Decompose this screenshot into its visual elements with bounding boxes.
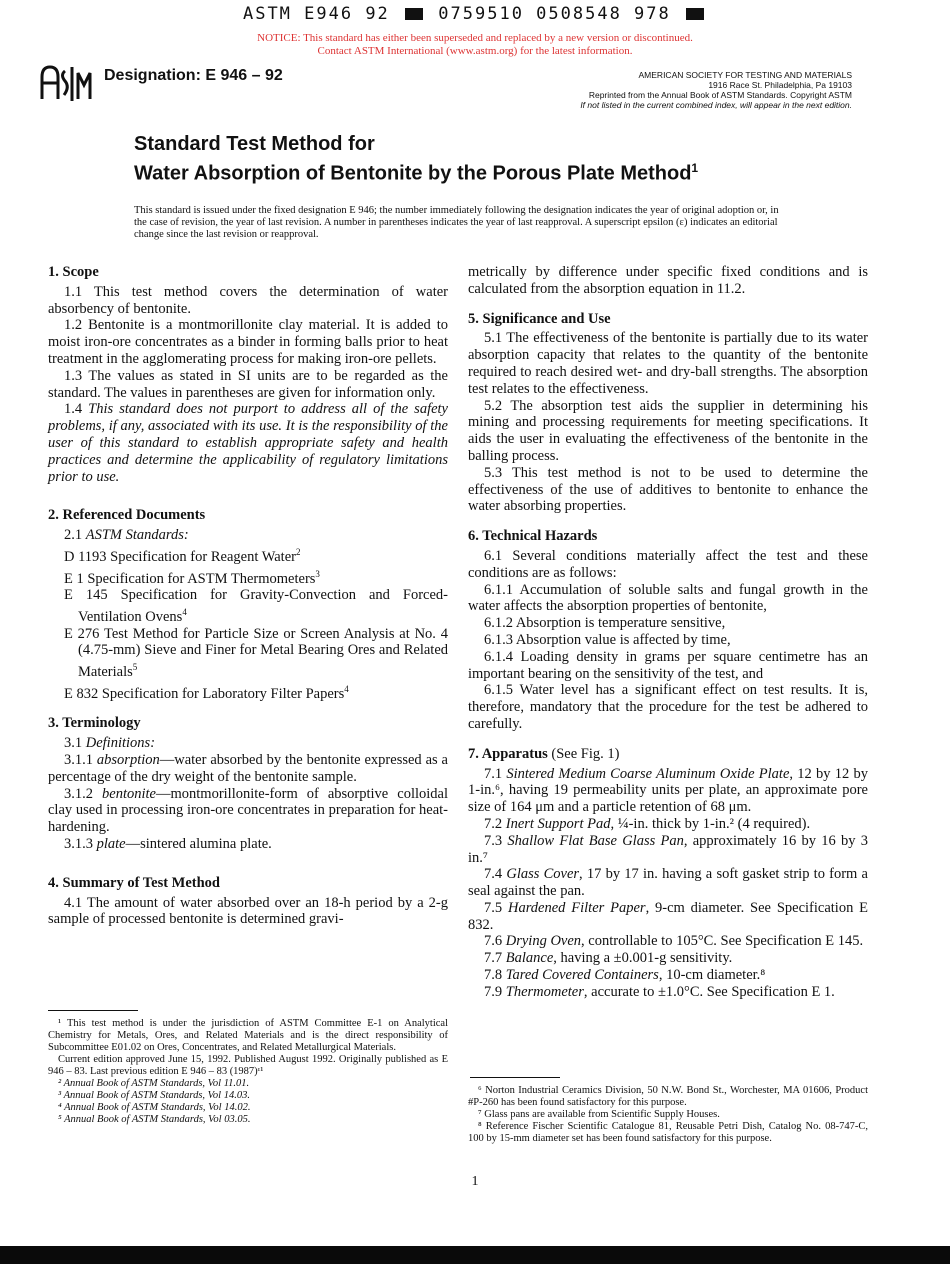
- page-number: 1: [471, 1174, 479, 1189]
- paragraph: [468, 933, 868, 950]
- paragraph: 1.1 This test method covers the determination of water absorbency of bentonite.: [48, 283, 448, 317]
- para-number: 7.3: [484, 832, 503, 849]
- footnote: ⁴ Annual Book of ASTM Standards, Vol 14.02.: [58, 1102, 251, 1113]
- reference-text: D 1193 Specification for Reagent Water: [64, 548, 296, 565]
- footnote-mark: 4: [344, 683, 349, 694]
- para-number: 1.4: [64, 401, 83, 418]
- section-heading: 4. Summary of Test Method: [48, 874, 220, 891]
- paragraph: 6.1.3 Absorption value is affected by time,: [484, 631, 731, 648]
- footnote: ⁵ Annual Book of ASTM Standards, Vol 03.05.: [58, 1114, 251, 1125]
- paragraph: 4.1 The amount of water absorbed over an 18-h period by a 2-g sample of processed bentonite is determined gravi-: [48, 894, 448, 928]
- paragraph: [468, 766, 868, 816]
- para-number: 7.5: [484, 899, 503, 916]
- item-term: Inert Support Pad: [505, 815, 611, 832]
- code-part-2: 0759510 0508548 978: [438, 4, 671, 24]
- footnote: ⁷ Glass pans are available from Scientific Supply Houses.: [478, 1109, 720, 1120]
- item-text: , 12 by 12 by 1-in.⁶, having 19 permeability units per plate, an approximate pore size of 164 μm and a particle retention of 68 μm.: [468, 765, 868, 816]
- para-number: 7.6: [484, 933, 503, 950]
- para-number: 3.1.2: [64, 785, 93, 802]
- barcode-block: [405, 8, 423, 20]
- title-footnote-mark: 1: [691, 161, 699, 175]
- footnote: ¹ This test method is under the jurisdiction of ASTM Committee E-1 on Analytical Chemistry for Metals, Ores, and Related Materials and is the direct responsibility of Subcommittee E01.02 on Ores, Concentrates, and Related Metallurgical Materials.: [48, 1018, 448, 1053]
- definition-text: —sintered alumina plate.: [125, 836, 272, 853]
- item-text: , approximately 16 by 16 by 3 in.⁷: [468, 832, 868, 866]
- footnote: Current edition approved June 15, 1992. Published August 1992. Originally published as E 946 – 83. Last previous edition E 946 – 83 (1987)ᵋ¹: [48, 1054, 448, 1077]
- reference-text: E 276 Test Method for Particle Size or Screen Analysis at No. 4 (4.75-mm) Sieve and Finer for Metal Bearing Ores and Related Materials: [64, 625, 448, 681]
- para-number: 2.1: [64, 527, 83, 544]
- publisher-line: If not listed in the current combined index, will appear in the next edition.: [580, 100, 852, 110]
- paragraph: [48, 527, 448, 544]
- heading-note: (See Fig. 1): [551, 745, 620, 762]
- item-text: , ¼-in. thick by 1-in.² (4 required).: [610, 815, 811, 832]
- right-column: [468, 264, 868, 1001]
- reference-item: [48, 681, 448, 703]
- para-number: 7.8: [484, 967, 503, 984]
- item-text: , 9-cm diameter. See Specification E 832.: [468, 899, 869, 933]
- item-term: Sintered Medium Coarse Aluminum Oxide Plate: [506, 765, 790, 782]
- title-line-1: Standard Test Method for: [134, 133, 375, 155]
- definition-text: —montmorillonite-form of absorptive colloidal clay used in processing iron-ore concentrates in preparation for heat-hardening.: [48, 785, 448, 836]
- code-part-1: ASTM E946 92: [242, 4, 390, 24]
- paragraph: [468, 900, 868, 934]
- barcode-block: [686, 8, 704, 20]
- reference-text: E 1 Specification for ASTM Thermometers: [64, 570, 316, 587]
- paragraph: 5.1 The effectiveness of the bentonite is partially due to its water absorption capacity that relates to the quantity of the bentonite required to reach desired wet- and dry-ball strengths. The absorption test relates to the effectiveness.: [468, 330, 868, 397]
- title-text: Water Absorption of Bentonite by the Porous Plate Method: [134, 162, 692, 185]
- item-term: Drying Oven: [505, 933, 582, 950]
- item-text: , 17 by 17 in. having a soft gasket strip to form a seal against the pan.: [468, 866, 868, 900]
- footnote-mark: 4: [182, 607, 187, 617]
- paragraph: [468, 816, 868, 833]
- paragraph: 5.3 This test method is not to be used to determine the effectiveness of the use of additives to bentonite to enhance the water absorbing properties.: [468, 464, 868, 515]
- para-number: 7.2: [484, 815, 503, 832]
- paragraph: [48, 752, 448, 786]
- footnote-mark: 2: [295, 546, 301, 557]
- publisher-block: [580, 70, 852, 110]
- paragraph: [48, 786, 448, 836]
- item-term: Tared Covered Containers: [505, 967, 659, 984]
- item-term: Balance: [505, 950, 554, 967]
- publisher-line: AMERICAN SOCIETY FOR TESTING AND MATERIALS: [638, 70, 852, 80]
- section-heading: 2. Referenced Documents: [48, 507, 206, 524]
- reference-item: [48, 566, 448, 588]
- section-heading: 1. Scope: [48, 264, 99, 280]
- para-number: 7.7: [484, 950, 503, 967]
- publisher-line: Reprinted from the Annual Book of ASTM Standards. Copyright ASTM: [588, 90, 852, 100]
- paragraph: [468, 833, 868, 867]
- paragraph: 1.2 Bentonite is a montmorillonite clay material. It is added to moist iron-ore concentrates as a binder in forming balls prior to heat treatment in the agglomerating process for making iron-ore pellets.: [48, 317, 448, 367]
- italic-text: ASTM Standards:: [85, 527, 189, 544]
- footnote-divider: [48, 1010, 138, 1011]
- footnote: ⁶ Norton Industrial Ceramics Division, 50 N.W. Bond St., Worchester, MA 01606, Product #P-260 has been found satisfactory for this purpose.: [468, 1085, 868, 1108]
- heading-text: 7. Apparatus: [468, 745, 548, 762]
- item-text: , having a ±0.001-g sensitivity.: [553, 950, 733, 967]
- paragraph: [48, 735, 448, 752]
- paragraph: 6.1.5 Water level has a significant effect on test results. It is, therefore, mandatory that the procedure for the test be adhered to carefully.: [468, 682, 868, 732]
- document-code-header: [0, 4, 950, 24]
- para-number: 3.1: [64, 735, 83, 752]
- item-term: Shallow Flat Base Glass Pan: [507, 832, 684, 849]
- item-text: , 10-cm diameter.⁸: [658, 967, 766, 984]
- reference-item: [48, 544, 448, 566]
- paragraph: 6.1.2 Absorption is temperature sensitive,: [484, 615, 726, 632]
- paragraph: [48, 401, 448, 485]
- section-heading: 3. Terminology: [48, 715, 141, 732]
- notice-line: Contact ASTM International (www.astm.org) for the latest information.: [317, 45, 633, 57]
- designation: Designation: E 946 – 92: [104, 67, 283, 84]
- left-footnotes: [48, 1018, 448, 1126]
- footnote: ² Annual Book of ASTM Standards, Vol 11.01.: [58, 1078, 250, 1089]
- scan-edge-bar: [0, 1246, 950, 1264]
- defined-term: bentonite: [102, 785, 156, 802]
- paragraph: metrically by difference under specific fixed conditions and is calculated from the absorption equation in 11.2.: [468, 264, 868, 297]
- footnote-mark: 3: [315, 568, 320, 579]
- paragraph: [468, 950, 868, 967]
- para-number: 3.1.3: [64, 836, 93, 853]
- document-title: [134, 132, 698, 186]
- footnote-mark: 5: [132, 662, 138, 673]
- footnote: ³ Annual Book of ASTM Standards, Vol 14.03.: [58, 1090, 250, 1101]
- item-term: Hardened Filter Paper: [507, 899, 646, 916]
- item-term: Glass Cover: [506, 866, 580, 883]
- supersede-notice: [0, 32, 950, 58]
- para-number: 7.1: [484, 765, 503, 782]
- publisher-line: 1916 Race St. Philadelphia, Pa 19103: [708, 80, 852, 90]
- reference-item: [48, 587, 448, 625]
- footnote-divider: [470, 1077, 560, 1078]
- notice-line: NOTICE: This standard has either been superseded and replaced by a new version or discontinued.: [257, 32, 693, 44]
- paragraph: 6.1.1 Accumulation of soluble salts and fungal growth in the water affects the absorption properties of bentonite,: [468, 581, 868, 615]
- paragraph: 6.1 Several conditions materially affect the test and these conditions are as follows:: [468, 547, 868, 581]
- paragraph: [468, 967, 868, 984]
- para-number: 3.1.1: [64, 752, 93, 769]
- paragraph: [468, 984, 868, 1001]
- para-number: 7.9: [484, 983, 503, 1000]
- title-line-2: [134, 156, 698, 186]
- paragraph: 1.3 The values as stated in SI units are to be regarded as the standard. The values in parentheses are given for information only.: [48, 367, 448, 401]
- item-text: , controllable to 105°C. See Specification E 145.: [581, 933, 864, 950]
- defined-term: plate: [96, 836, 126, 853]
- astm-logo-icon: [38, 63, 92, 103]
- left-column: [48, 264, 448, 928]
- paragraph: [48, 836, 448, 853]
- italic-text: This standard does not purport to address all of the safety problems, if any, associated with its use. It is the responsibility of the user of this standard to establish appropriate safety and health practices and determine the applicability of regulatory limitations prior to use.: [48, 401, 448, 485]
- reference-item: [48, 626, 448, 681]
- reference-text: E 145 Specification for Gravity-Convection and Forced-Ventilation Ovens: [64, 587, 448, 625]
- paragraph: [468, 866, 868, 900]
- right-footnotes: [468, 1085, 868, 1145]
- section-heading: [468, 746, 868, 763]
- section-heading: 6. Technical Hazards: [468, 528, 598, 545]
- section-heading: 5. Significance and Use: [468, 310, 611, 327]
- item-term: Thermometer: [505, 983, 584, 1000]
- reference-text: E 832 Specification for Laboratory Filter Papers: [64, 685, 345, 702]
- italic-text: Definitions:: [85, 735, 156, 752]
- item-text: , accurate to ±1.0°C. See Specification E 1.: [583, 983, 835, 1000]
- paragraph: 5.2 The absorption test aids the supplier in determining his mining and processing requirements for meeting specifications. It aids the user in evaluating the effectiveness of the bentonite in the balling process.: [468, 397, 868, 464]
- definition-text: —water absorbed by the bentonite expressed as a percentage of the dry weight of the bentonite sample.: [48, 752, 448, 785]
- issued-note: This standard is issued under the fixed designation E 946; the number immediately following the designation indicates the year of original adoption or, in the case of revision, the year of last revision. A number in parentheses indicates the year of last reapproval. A superscript epsilon (ε) indicates an editorial change since the last revision or reapproval.: [134, 205, 779, 240]
- footnote: ⁸ Reference Fischer Scientific Catalogue 81, Reusable Petri Dish, Catalog No. 08-747-C, 100 by 15-mm diameter set has been found satisfactory for this purpose.: [468, 1121, 868, 1144]
- para-number: 7.4: [484, 866, 503, 883]
- paragraph: 6.1.4 Loading density in grams per square centimetre has an important bearing on the sensitivity of the test, and: [468, 648, 868, 682]
- defined-term: absorption: [96, 752, 160, 769]
